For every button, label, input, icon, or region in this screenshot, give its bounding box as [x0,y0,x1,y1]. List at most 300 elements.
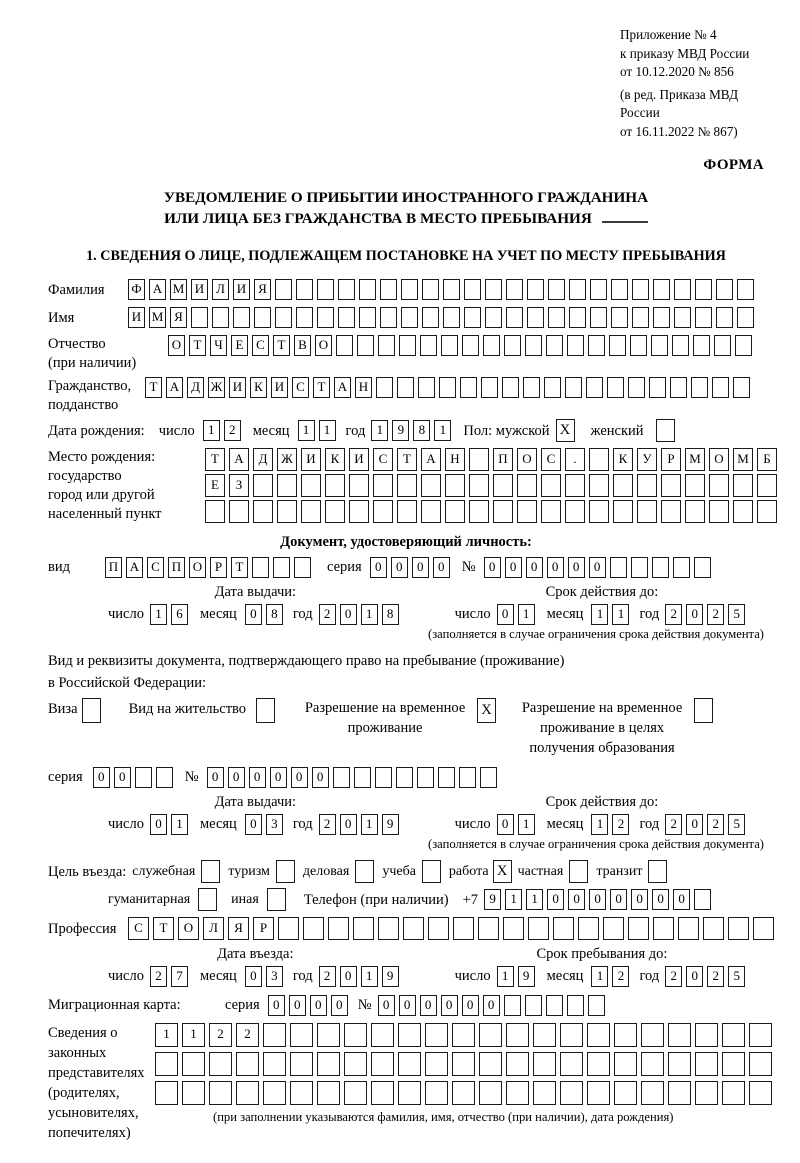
char-box[interactable] [263,1052,286,1076]
char-box[interactable] [418,377,435,398]
char-box[interactable]: 2 [319,604,336,625]
char-box[interactable] [422,279,439,300]
char-box[interactable] [586,377,603,398]
char-box[interactable] [527,307,544,328]
char-box[interactable] [694,557,711,578]
char-box[interactable] [672,335,689,356]
char-box[interactable] [325,500,345,523]
char-box[interactable]: 1 [497,966,514,987]
char-box[interactable]: 0 [289,995,306,1016]
char-box[interactable]: 1 [526,889,543,910]
char-box[interactable]: И [128,307,145,328]
char-box[interactable] [344,1023,367,1047]
char-box[interactable]: 1 [182,1023,205,1047]
char-box[interactable]: 0 [340,966,357,987]
char-box[interactable] [294,557,311,578]
char-box[interactable] [478,917,499,940]
char-box[interactable] [565,377,582,398]
char-box[interactable] [439,377,456,398]
char-box[interactable] [236,1081,259,1105]
char-box[interactable] [452,1023,475,1047]
char-box[interactable] [653,307,670,328]
char-box[interactable]: 0 [270,767,287,788]
char-box[interactable] [182,1081,205,1105]
char-box[interactable] [253,474,273,497]
char-box[interactable] [380,307,397,328]
char-box[interactable]: 0 [589,557,606,578]
char-box[interactable] [685,500,705,523]
char-box[interactable] [317,1052,340,1076]
char-box[interactable] [459,767,476,788]
char-box[interactable]: 0 [245,966,262,987]
char-box[interactable] [678,917,699,940]
char-box[interactable]: 1 [505,889,522,910]
char-box[interactable] [428,917,449,940]
char-box[interactable] [445,474,465,497]
char-box[interactable] [695,1023,718,1047]
char-box[interactable]: Ж [208,377,225,398]
char-box[interactable]: 1 [171,814,188,835]
char-box[interactable] [641,1081,664,1105]
purpose-work-checkbox[interactable]: X [493,860,512,883]
char-box[interactable]: 2 [150,966,167,987]
char-box[interactable] [668,1052,691,1076]
char-box[interactable] [733,474,753,497]
char-box[interactable] [504,335,521,356]
char-box[interactable]: 0 [245,814,262,835]
char-box[interactable] [614,1052,637,1076]
char-box[interactable] [674,307,691,328]
char-box[interactable]: 0 [441,995,458,1016]
char-box[interactable] [156,767,173,788]
char-box[interactable] [631,557,648,578]
char-box[interactable]: Р [661,448,681,471]
char-box[interactable] [695,307,712,328]
char-box[interactable] [438,767,455,788]
char-box[interactable] [548,279,565,300]
char-box[interactable]: Я [228,917,249,940]
char-box[interactable] [525,335,542,356]
char-box[interactable] [421,474,441,497]
char-box[interactable] [422,307,439,328]
char-box[interactable] [303,917,324,940]
char-box[interactable] [527,279,544,300]
char-box[interactable] [632,307,649,328]
char-box[interactable]: С [147,557,164,578]
char-box[interactable] [420,335,437,356]
char-box[interactable] [317,279,334,300]
char-box[interactable] [560,1052,583,1076]
char-box[interactable]: 0 [268,995,285,1016]
char-box[interactable]: 9 [382,966,399,987]
char-box[interactable]: О [517,448,537,471]
char-box[interactable] [733,377,750,398]
char-box[interactable]: 1 [361,966,378,987]
char-box[interactable]: А [229,448,249,471]
char-box[interactable] [252,557,269,578]
char-box[interactable] [628,377,645,398]
char-box[interactable] [301,474,321,497]
char-box[interactable] [614,1023,637,1047]
char-box[interactable]: А [334,377,351,398]
char-box[interactable]: Т [205,448,225,471]
char-box[interactable] [483,335,500,356]
char-box[interactable]: 2 [319,814,336,835]
char-box[interactable] [336,335,353,356]
char-box[interactable] [328,917,349,940]
char-box[interactable] [296,307,313,328]
char-box[interactable] [517,474,537,497]
char-box[interactable] [236,1052,259,1076]
char-box[interactable] [525,995,542,1016]
char-box[interactable]: 1 [155,1023,178,1047]
char-box[interactable]: 3 [266,814,283,835]
char-box[interactable] [325,474,345,497]
char-box[interactable]: 0 [547,889,564,910]
char-box[interactable]: Л [203,917,224,940]
char-box[interactable]: Р [210,557,227,578]
char-box[interactable] [506,279,523,300]
char-box[interactable]: 1 [361,814,378,835]
char-box[interactable]: А [166,377,183,398]
char-box[interactable]: 9 [392,420,409,441]
char-box[interactable] [609,335,626,356]
char-box[interactable] [610,557,627,578]
char-box[interactable] [425,1023,448,1047]
char-box[interactable]: 3 [266,966,283,987]
char-box[interactable]: К [613,448,633,471]
char-box[interactable]: 0 [420,995,437,1016]
char-box[interactable]: 1 [518,814,535,835]
temp-residence-edu-checkbox[interactable] [694,698,713,723]
char-box[interactable]: 2 [224,420,241,441]
char-box[interactable]: С [252,335,269,356]
char-box[interactable]: 0 [526,557,543,578]
char-box[interactable]: А [126,557,143,578]
char-box[interactable]: 1 [150,604,167,625]
char-box[interactable]: 0 [291,767,308,788]
char-box[interactable]: Н [355,377,372,398]
purpose-private-checkbox[interactable] [569,860,588,883]
char-box[interactable]: 0 [673,889,690,910]
char-box[interactable] [344,1081,367,1105]
char-box[interactable] [378,917,399,940]
char-box[interactable] [548,307,565,328]
char-box[interactable] [749,1052,772,1076]
char-box[interactable]: О [315,335,332,356]
char-box[interactable] [353,917,374,940]
char-box[interactable]: 8 [266,604,283,625]
char-box[interactable] [359,307,376,328]
char-box[interactable] [191,307,208,328]
char-box[interactable] [641,1023,664,1047]
char-box[interactable] [589,448,609,471]
char-box[interactable]: Р [253,917,274,940]
char-box[interactable] [398,1023,421,1047]
char-box[interactable] [587,1081,610,1105]
char-box[interactable] [401,279,418,300]
char-box[interactable]: 0 [589,889,606,910]
char-box[interactable]: 2 [319,966,336,987]
char-box[interactable] [533,1052,556,1076]
char-box[interactable] [695,1081,718,1105]
char-box[interactable] [290,1023,313,1047]
char-box[interactable]: Е [205,474,225,497]
char-box[interactable]: 0 [631,889,648,910]
char-box[interactable] [452,1081,475,1105]
char-box[interactable]: 5 [728,814,745,835]
char-box[interactable] [401,307,418,328]
char-box[interactable] [753,917,774,940]
char-box[interactable] [277,474,297,497]
char-box[interactable] [212,307,229,328]
char-box[interactable]: 1 [434,420,451,441]
char-box[interactable] [371,1023,394,1047]
char-box[interactable]: Ф [128,279,145,300]
char-box[interactable] [523,377,540,398]
char-box[interactable]: Б [757,448,777,471]
char-box[interactable] [277,500,297,523]
char-box[interactable] [749,1081,772,1105]
char-box[interactable] [506,307,523,328]
char-box[interactable] [517,500,537,523]
char-box[interactable]: 8 [413,420,430,441]
char-box[interactable] [485,279,502,300]
char-box[interactable] [338,279,355,300]
char-box[interactable] [399,335,416,356]
char-box[interactable]: У [637,448,657,471]
char-box[interactable] [668,1081,691,1105]
char-box[interactable]: О [178,917,199,940]
char-box[interactable]: 0 [399,995,416,1016]
char-box[interactable] [703,917,724,940]
char-box[interactable] [733,500,753,523]
char-box[interactable]: 1 [319,420,336,441]
char-box[interactable] [135,767,152,788]
char-box[interactable] [737,307,754,328]
char-box[interactable] [506,1081,529,1105]
char-box[interactable] [695,279,712,300]
char-box[interactable]: 0 [207,767,224,788]
char-box[interactable] [464,307,481,328]
temp-residence-checkbox[interactable]: X [477,698,496,723]
char-box[interactable] [317,307,334,328]
char-box[interactable]: 0 [686,814,703,835]
char-box[interactable]: 0 [686,966,703,987]
char-box[interactable]: 8 [382,604,399,625]
char-box[interactable]: О [709,448,729,471]
char-box[interactable]: 0 [93,767,110,788]
char-box[interactable]: Е [231,335,248,356]
char-box[interactable]: 2 [612,966,629,987]
char-box[interactable] [397,377,414,398]
char-box[interactable]: М [685,448,705,471]
char-box[interactable] [503,917,524,940]
purpose-transit-checkbox[interactable] [648,860,667,883]
sex-female-checkbox[interactable] [656,419,675,442]
char-box[interactable] [628,917,649,940]
char-box[interactable] [359,279,376,300]
char-box[interactable]: 2 [707,966,724,987]
char-box[interactable] [588,335,605,356]
char-box[interactable] [694,889,711,910]
char-box[interactable] [371,1081,394,1105]
char-box[interactable] [460,377,477,398]
char-box[interactable] [506,1052,529,1076]
char-box[interactable]: 0 [312,767,329,788]
char-box[interactable]: И [191,279,208,300]
char-box[interactable] [722,1081,745,1105]
char-box[interactable] [357,335,374,356]
char-box[interactable]: С [541,448,561,471]
char-box[interactable] [661,500,681,523]
char-box[interactable] [569,279,586,300]
char-box[interactable] [603,917,624,940]
char-box[interactable]: 0 [484,557,501,578]
char-box[interactable] [349,474,369,497]
char-box[interactable] [397,474,417,497]
char-box[interactable]: 0 [340,814,357,835]
char-box[interactable] [749,1023,772,1047]
char-box[interactable] [443,307,460,328]
char-box[interactable]: 1 [371,420,388,441]
char-box[interactable] [380,279,397,300]
char-box[interactable] [375,767,392,788]
char-box[interactable] [373,500,393,523]
char-box[interactable]: Ч [210,335,227,356]
char-box[interactable]: 2 [665,814,682,835]
char-box[interactable] [155,1052,178,1076]
char-box[interactable]: А [421,448,441,471]
char-box[interactable] [589,474,609,497]
char-box[interactable]: И [233,279,250,300]
char-box[interactable] [722,1052,745,1076]
char-box[interactable]: 0 [652,889,669,910]
char-box[interactable] [661,474,681,497]
char-box[interactable] [722,1023,745,1047]
char-box[interactable] [502,377,519,398]
char-box[interactable] [691,377,708,398]
char-box[interactable]: К [250,377,267,398]
char-box[interactable]: 1 [591,814,608,835]
char-box[interactable]: 0 [249,767,266,788]
char-box[interactable]: М [149,307,166,328]
char-box[interactable]: 6 [171,604,188,625]
char-box[interactable]: 0 [340,604,357,625]
char-box[interactable] [333,767,350,788]
char-box[interactable]: 2 [236,1023,259,1047]
char-box[interactable]: 2 [665,966,682,987]
char-box[interactable] [567,995,584,1016]
char-box[interactable] [546,995,563,1016]
char-box[interactable] [155,1081,178,1105]
char-box[interactable]: Н [445,448,465,471]
char-box[interactable]: 0 [245,604,262,625]
char-box[interactable] [378,335,395,356]
char-box[interactable]: 0 [547,557,564,578]
char-box[interactable] [651,335,668,356]
char-box[interactable]: 1 [298,420,315,441]
char-box[interactable]: И [301,448,321,471]
char-box[interactable] [587,1023,610,1047]
char-box[interactable]: 1 [203,420,220,441]
char-box[interactable] [301,500,321,523]
char-box[interactable] [506,1023,529,1047]
char-box[interactable]: 5 [728,604,745,625]
char-box[interactable]: 1 [591,604,608,625]
char-box[interactable]: 1 [518,604,535,625]
char-box[interactable]: И [229,377,246,398]
char-box[interactable] [441,335,458,356]
char-box[interactable] [728,917,749,940]
char-box[interactable]: С [128,917,149,940]
char-box[interactable]: Я [254,279,271,300]
char-box[interactable]: Л [212,279,229,300]
char-box[interactable] [317,1081,340,1105]
residence-permit-checkbox[interactable] [256,698,275,723]
char-box[interactable]: Я [170,307,187,328]
char-box[interactable]: 0 [114,767,131,788]
char-box[interactable] [464,279,481,300]
char-box[interactable] [397,500,417,523]
char-box[interactable] [553,917,574,940]
char-box[interactable]: 2 [707,814,724,835]
char-box[interactable] [560,1023,583,1047]
char-box[interactable]: 0 [391,557,408,578]
char-box[interactable]: И [349,448,369,471]
char-box[interactable] [275,307,292,328]
char-box[interactable]: 2 [665,604,682,625]
char-box[interactable]: 0 [568,889,585,910]
char-box[interactable]: Т [397,448,417,471]
char-box[interactable] [709,500,729,523]
char-box[interactable] [630,335,647,356]
char-box[interactable]: 2 [707,604,724,625]
char-box[interactable]: 9 [518,966,535,987]
char-box[interactable] [469,474,489,497]
char-box[interactable] [693,335,710,356]
char-box[interactable] [373,474,393,497]
char-box[interactable]: 0 [150,814,167,835]
char-box[interactable] [253,500,273,523]
char-box[interactable] [674,279,691,300]
char-box[interactable] [673,557,690,578]
char-box[interactable] [275,279,292,300]
char-box[interactable]: А [149,279,166,300]
char-box[interactable] [668,1023,691,1047]
char-box[interactable]: 0 [370,557,387,578]
char-box[interactable] [695,1052,718,1076]
char-box[interactable]: М [733,448,753,471]
char-box[interactable] [317,1023,340,1047]
char-box[interactable] [425,1081,448,1105]
char-box[interactable] [611,279,628,300]
char-box[interactable] [709,474,729,497]
purpose-study-checkbox[interactable] [422,860,441,883]
char-box[interactable] [528,917,549,940]
char-box[interactable] [607,377,624,398]
char-box[interactable] [254,307,271,328]
char-box[interactable] [735,335,752,356]
char-box[interactable] [209,1052,232,1076]
char-box[interactable]: П [168,557,185,578]
char-box[interactable] [479,1081,502,1105]
char-box[interactable] [589,500,609,523]
char-box[interactable] [544,377,561,398]
char-box[interactable]: . [565,448,585,471]
char-box[interactable] [712,377,729,398]
char-box[interactable]: 2 [209,1023,232,1047]
